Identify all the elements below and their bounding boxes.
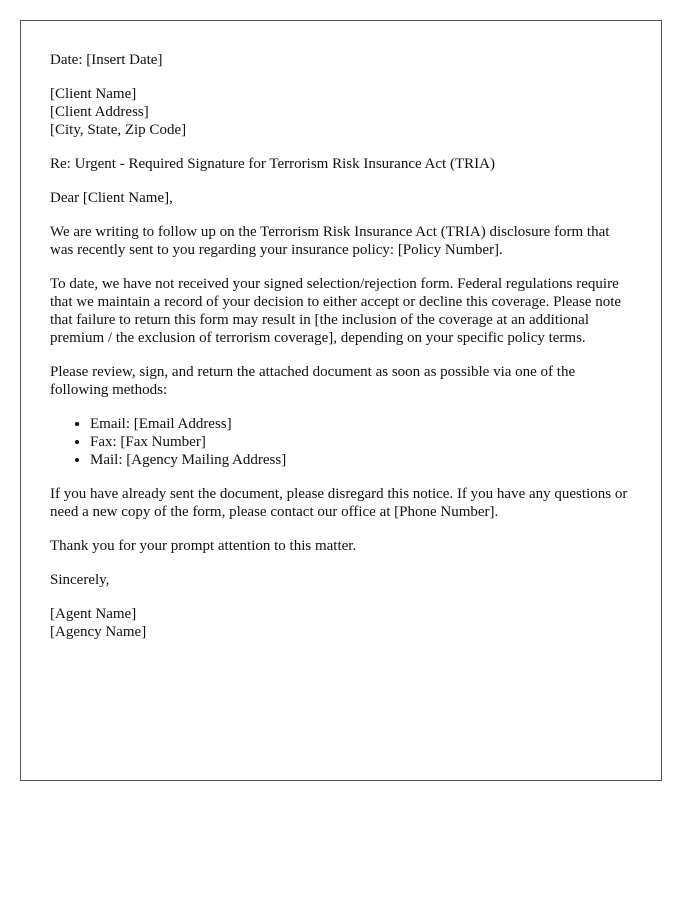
methods-list	[50, 415, 633, 469]
signoff: Sincerely,	[50, 572, 110, 588]
body-paragraph: Please review, sign, and return the attached document as soon as possible via one of the following methods:	[50, 364, 576, 398]
signature-block	[50, 605, 633, 641]
recipient-block	[50, 85, 633, 139]
agency-name: [Agency Name]	[50, 624, 147, 640]
body-paragraph: If you have already sent the document, please disregard this notice. If you have any questions or need a new copy of the form, please contact our office at [Phone Number].	[50, 486, 628, 520]
date-line: Date: [Insert Date]	[50, 52, 163, 68]
letter	[20, 20, 662, 781]
recipient-name: [Client Name]	[50, 86, 137, 102]
list-item: • Mail: [Agency Mailing Address]	[90, 451, 633, 469]
list-item: • Email: [Email Address]	[90, 415, 633, 433]
body-paragraph: Thank you for your prompt attention to this matter.	[50, 538, 357, 554]
recipient-city: [City, State, Zip Code]	[50, 122, 187, 138]
list-item: • Fax: [Fax Number]	[90, 433, 633, 451]
body-paragraph: To date, we have not received your signed selection/rejection form. Federal regulations require that we maintain a record of your decision to either accept or decline this coverage. Please note that failure to return this form may result in [the inclusion of the coverage at an additional premium / the exclusion of terrorism coverage], depending on your specific policy terms.	[50, 276, 622, 346]
salutation: Dear [Client Name],	[50, 190, 173, 206]
agent-name: [Agent Name]	[50, 606, 137, 622]
recipient-address: [Client Address]	[50, 104, 149, 120]
body-paragraph: We are writing to follow up on the Terrorism Risk Insurance Act (TRIA) disclosure form that was recently sent to you regarding your insurance policy: [Policy Number].	[50, 224, 610, 258]
subject-line: Re: Urgent - Required Signature for Terrorism Risk Insurance Act (TRIA)	[50, 156, 495, 172]
